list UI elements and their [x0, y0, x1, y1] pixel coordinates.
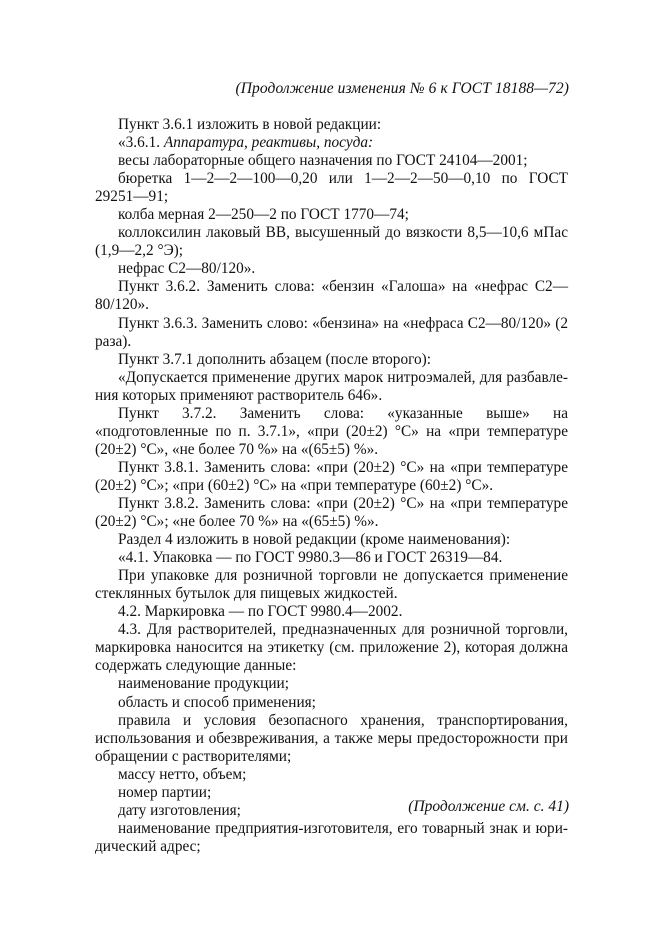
- document-body: [95, 116, 568, 856]
- paragraph: Пункт 3.8.2. Заменить слова: «при (20±2) °С» на «при температуре (20±2) °С»; «не более 70 %» на «(65±5) %».: [95, 494, 568, 531]
- paragraph: правила и условия безопасного хранения, транспортирования, использования и обезвреживания, а также меры предосторожности при обращении с растворителями;: [95, 711, 568, 765]
- paragraph: наименование продукции;: [118, 675, 289, 693]
- paragraph: колба мерная 2—250—2 по ГОСТ 1770—74;: [118, 206, 409, 224]
- paragraph: наименование предприятия-изготовителя, его товарный знак и юридический адрес;: [95, 819, 568, 855]
- paragraph: Пункт 3.6.3. Заменить слово: «бензина» на «нефраса С2—80/120» (2 раза).: [95, 314, 568, 350]
- paragraph: 4.2. Маркировка — по ГОСТ 9980.4—2002.: [118, 603, 403, 621]
- paragraph: номер партии;: [118, 783, 212, 801]
- paragraph: коллоксилин лаковый ВВ, высушенный до вязкости 8,5—10,6 мПас (1,9—2,2 °Э);: [95, 224, 568, 260]
- paragraph: Пункт 3.6.2. Заменить слова: «бензин «Галоша» на «нефрас С2—80/120».: [95, 278, 568, 314]
- paragraph: дату изготовления;: [118, 801, 241, 819]
- paragraph: «4.1. Упаковка — по ГОСТ 9980.3—86 и ГОСТ 26319—84.: [118, 549, 503, 567]
- paragraph: При упаковке для розничной торговли не допускается применение стеклянных бутылок для пищевых жидкостей.: [95, 567, 568, 603]
- paragraph: Раздел 4 изложить в новой редакции (кроме наименования):: [118, 531, 511, 549]
- paragraph: Пункт 3.7.2. Заменить слова: «указанные выше» на «подготовленные по п. 3.7.1», «при (20±2) °С» на «при температуре (20±2) °С», «не более 70 %» на «(65±5) %».: [95, 404, 568, 458]
- paragraph-3-6-1: [95, 134, 568, 152]
- paragraph: бюретка 1—2—2—100—0,20 или 1—2—2—50—0,10 по ГОСТ 29251—91;: [95, 170, 568, 206]
- paragraph: «Допускается применение других марок нитроэмалей, для разбавления которых применяют растворитель 646».: [95, 368, 568, 404]
- paragraph: 4.3. Для растворителей, предназначенных для розничной торговли, маркировка наносится на этикетку (см. приложение 2), которая должна содержать следующие данные:: [95, 621, 568, 675]
- paragraph: область и способ применения;: [118, 693, 316, 711]
- paragraph: нефрас С2—80/120».: [118, 260, 256, 278]
- paragraph: Пункт 3.7.1 дополнить абзацем (после второго):: [118, 350, 431, 368]
- paragraph: Пункт 3.6.1 изложить в новой редакции:: [118, 116, 382, 133]
- paragraph: Пункт 3.8.1. Заменить слова: «при (20±2) °С» на «при температуре (20±2) °С»; «при (60±2) °С» на «при температуре (60±2) °С».: [95, 458, 568, 494]
- page-header-continuation: (Продолжение изменения № 6 к ГОСТ 18188—72): [235, 80, 569, 97]
- paragraph: массу нетто, объем;: [118, 765, 247, 783]
- paragraph: весы лабораторные общего назначения по ГОСТ 24104—2001;: [118, 152, 528, 170]
- italic-heading: Аппаратура, реактивы, посуда:: [163, 134, 374, 152]
- page-footer-continuation: (Продолжение см. с. 41): [408, 798, 569, 815]
- paragraph-lead: «3.6.1.: [118, 134, 164, 152]
